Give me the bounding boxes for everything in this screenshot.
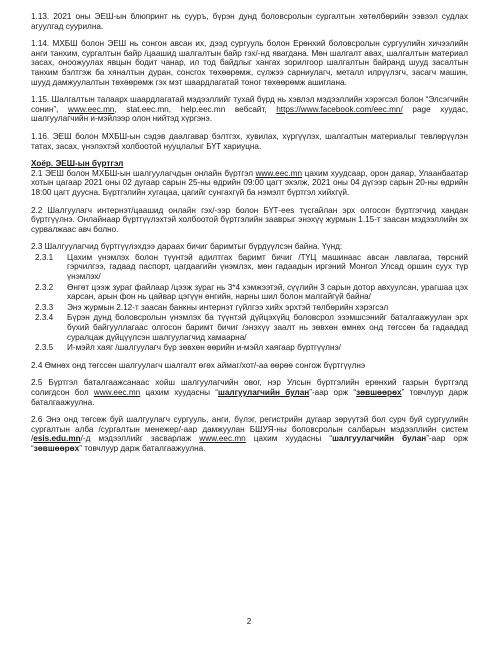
paragraph-text: ” товчлуур дарж баталгаажуулна. — [31, 388, 468, 407]
paragraph-text: , stat.eec.mn, help.eec.mn вебсайт, — [114, 104, 277, 114]
list-item-text: Энэ журмын 2.12-т заасан банкны интернэт гүйлгээ хийх эрхтэй төлбөрийн хэрэгсэл — [67, 302, 389, 312]
list-item-text: Бүрэн дунд боловсролын үнэмлэх ба түүнтэй дүйцэхүйц боловсрол эзэмшсэнийг баталгаажуулан эрх бүхий байгууллагаас олгосон баримт бичиг /энэхүү заалт нь зөвхөн өмнөх онд төгссөн ба гадаадад суралцаж дүйцүүлсэн шалгуулагчид хамаарна/ — [67, 313, 468, 342]
paragraph-2-5 — [31, 378, 468, 407]
paragraph-1-15 — [31, 95, 468, 124]
list-item — [31, 283, 468, 302]
paragraph-text: 2.6 Энэ онд төгсөж буй шалгуулагч сургууль, анги, бүлэг, регистрийн дугаар зөрүүтэй бол сурч буй сургуулийн сургалтын алба /сургалтын менежер/-аар дамжуулан БШУЯ-ны боловсролын салбарын мэдээллийн систем / — [31, 415, 468, 444]
list-item — [31, 253, 468, 282]
eec-link[interactable]: www.eec.mn — [255, 168, 303, 178]
eec-link[interactable]: www.eec.mn — [93, 388, 141, 397]
paragraph-text: ” товчлуур дарж баталгаажуулна. — [79, 443, 206, 453]
list-item — [31, 303, 468, 313]
candidate-corner-label: шалгуулагчийн булан — [332, 434, 427, 444]
paragraph-2-3: 2.3 Шалгуулагчид бүртгүүлэхдээ дараах бичиг баримтыг бүрдүүлсэн байна. Үүнд: — [31, 242, 343, 252]
paragraph-text: /-д мэдээллийг засварлаж — [80, 434, 200, 444]
paragraph-1-13: 1.13. 2021 оны ЭЕШ-ын блюпринт нь сууръ, бүрэн дунд боловсролын сургалтын хөтөлбөрийн ээвээл судлах агуулгад суурилна. — [31, 12, 468, 31]
list-item-number: 2.3.1 — [35, 252, 54, 262]
paragraph-2-4: 2.4 Өмнөх онд төгссөн шалгуулагч шалгалт өгөх аймаг/хот/-аа өөрөө сонгож бүртгүүлнэ — [31, 360, 366, 370]
list-item — [31, 343, 468, 353]
list-item-number: 2.3.4 — [35, 313, 54, 323]
paragraph-2-2: 2.2 Шалгуулагч интернэт/цаашид онлайн гэх/-ээр болон БҮТ-ees түсгайлан эрх олгосон бүртгэгчид хандан бүртгүүлнэ. Онлайнаар бүртгүүлэхтэй холбоотой бүртгэлийн зааврыг энэхүү журмын 1.15-т заасан мэдээллийн эх сурвалжаас авч болно. — [31, 205, 468, 234]
paragraph-text: цахим хуудсаар, орон даяар, Улаанбаатар хотын цагаар 2021 оны 02 дугаар сарын 25-ны өдрийн 09:00 цагт эхэлж, 2021 оны 04 дүгээр сарын 20-ны өдрийн 18:00 цагт дуусна. Бүртгэлийн хугацаа, цагийг сунгахгүй ба нэмэлт бүртгэл хийхгүй. — [31, 168, 468, 197]
subitem-list — [31, 253, 468, 353]
paragraph-text: цахим хуудасны “ — [140, 388, 218, 397]
approve-label: зөвшөөрөх — [356, 388, 402, 397]
eec-link[interactable]: www.eec.mn — [68, 104, 115, 114]
paragraph-text: цахим хуудасны “ — [245, 434, 333, 444]
paragraph-text: 2.1 ЭЕШ болон МХБШ-ын шалгуулагчдын онлайн бүртгэл — [31, 168, 256, 178]
paragraph-1-14: 1.14. МХБШ болон ЭЕШ нь сонгон авсан их, дээд сургууль болон Ерөнхий боловсролын сургуулийн хичээлийн анги танхим, сургалтын байр /цаашид шалгалтын байр гэх/-нд явагдана. Мөн шалгалт авах, шалгалтын материал засах, оноожуулах явцын бодит чанар, ил тод байдлыг хангах зорилгоор шалгалтын байранд шууд засалтын танхим бэлтгэж ба хяналтын дуран, сонсгох төхөөрөмж, сүлжээ сарниулагч, металл илрүүлэгч, засагч машин, шууд дамжуулалтын төхөөрөмж гэх мэт шаардлагатай тоног төхөөрөмж ашиглана. — [31, 39, 468, 87]
list-item-text: Өнгөт цээж зураг файлаар /цээж зураг нь 3*4 хэмжээтэй, сүүлийн 3 сарын дотор авхуулсан, урагшаа цэх харсан, арын фон нь цайвар цэгүүн өнгийн, нарны шил болон малгайгүй байна/ — [67, 282, 468, 302]
list-item-text: И-мэйл хаяг /шалгуулагч бүр зөвхөн өөрийн и-мэйл хаягаар бүртгүүлнэ/ — [67, 343, 341, 353]
list-item-number: 2.3.5 — [35, 343, 54, 353]
page-number: 2 — [246, 617, 252, 626]
list-item-number: 2.3.3 — [35, 302, 54, 312]
paragraph-2-6 — [31, 415, 468, 453]
paragraph-2-1 — [31, 169, 468, 198]
paragraph-text: 2.5 Бүртгэл баталгаажсанаас хойш шалгуулагчийн овог, нэр Улсын бүртгэлийн ерөнхий газрын бүртгэлд солигдсон бол — [31, 378, 468, 397]
paragraph-text: ”-аар орж “ — [309, 388, 357, 397]
paragraph-text: 1.15. Шалгалтын талаарх шаардлагатай мэдээллийг тухай бүрд нь хэвлэл мэдээллийн хэрэгсэл болон “Элсэгчийн сонин”, — [31, 95, 468, 114]
list-item-text: Цахим үнэмлэх болон түүнтэй адилтгах баримт бичиг /ТҮЦ машинаас авсан лавлагаа, төрсний гэрчилгээ, гадаад паспорт, цагдаагийн үнэмлэх, мөн гадаадын иргэний Монгол Улсад оршин суух түр үнэмлэх/ — [67, 252, 468, 282]
eec-link[interactable]: www.eec.mn — [199, 434, 246, 444]
paragraph-text: page хуудас, шалгуулагчийн и-мэйлээр олон нийтэд хүргэнэ. — [31, 104, 468, 124]
esis-link[interactable]: esis.edu.mn — [33, 434, 81, 444]
approve-label: зөвшөөрөх — [33, 443, 80, 453]
list-item-number: 2.3.2 — [35, 282, 54, 292]
list-item — [31, 313, 468, 342]
candidate-corner-label: шалгуулагчийн булан — [218, 388, 310, 397]
paragraph-1-16: 1.16. ЭЕШ болон МХБШ-ын сэдэв даалгавар бэлтгэх, хувилах, хүргүүлэх, шалгалтын материалыг тевлөрүүлэн татах, засах, үнэлэхтэй холбоотой нууцлалыг БҮТ хариуцна. — [31, 131, 468, 151]
paragraph-text: ”-аар орж “ — [31, 434, 468, 453]
facebook-link[interactable]: https://www.facebook.com/eec.mn/ — [276, 104, 403, 114]
section-title: Хоёр. ЭЕШ-ын бүртгэл — [31, 159, 124, 169]
